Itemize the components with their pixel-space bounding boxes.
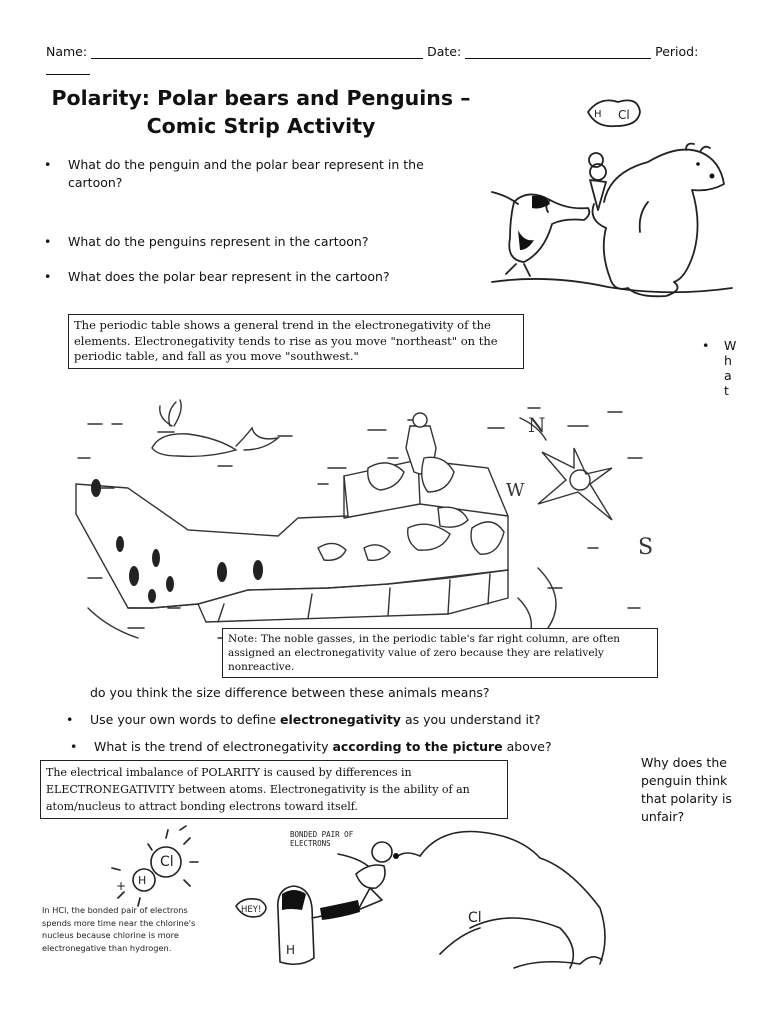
noble-gas-note: Note: The noble gasses, in the periodic table's far right column, are often assigned an electronegativity value of zero because they are relatively nonreactive. <box>222 628 658 678</box>
question-6: • What is the trend of electronegativity according to the picture above? <box>94 738 654 756</box>
question-4-continued: do you think the size difference between these animals means? <box>90 685 490 700</box>
comic-polarity-panel <box>40 758 620 974</box>
question-7: Why does the penguin think that polarity is unfair? <box>641 755 732 824</box>
comic-iceberg-panel <box>68 308 662 680</box>
hcl-h-label: H <box>138 874 147 887</box>
compass-north-label: N <box>528 413 546 437</box>
date-label: Date: <box>427 44 462 59</box>
name-label: Name: <box>46 44 88 59</box>
hcl-cl-label: Cl <box>160 854 174 870</box>
compass-south-label: S <box>638 535 654 560</box>
positive-charge-label: + <box>116 879 127 893</box>
comic-penguin-polar-bear-ice-cream <box>488 92 738 304</box>
polarity-caption: The electrical imbalance of POLARITY is caused by differences in ELECTRONEGATIVITY between atoms. Electronegativity is the ability of an atom/nucleus to attract bonding electrons toward itself. <box>40 760 508 819</box>
bear-cl-label: Cl <box>468 910 482 926</box>
bonded-pair-label: BONDED PAIR OF ELECTRONS <box>290 830 354 848</box>
question-1: • What do the penguin and the polar bear represent in the cartoon? <box>68 156 468 192</box>
hey-speech-bubble: HEY! <box>241 905 262 915</box>
student-info-line <box>46 44 698 59</box>
penguin-h-label: H <box>286 943 296 957</box>
periodic-trend-caption: The periodic table shows a general trend in the electronegativity of the elements. Electronegativity tends to rise as you move "northeast" on the periodic table, and fall as you move "southwest." <box>68 314 524 369</box>
period-blank[interactable] <box>46 60 90 75</box>
question-5: • Use your own words to define electronegativity as you understand it? <box>90 711 650 729</box>
compass-west-label: W <box>506 480 525 501</box>
molecule-h-label: H <box>594 109 602 120</box>
period-label: Period: <box>655 44 699 59</box>
molecule-cl-label: Cl <box>618 108 630 122</box>
question-3: • What does the polar bear represent in the cartoon? <box>68 268 468 286</box>
hcl-explanation-caption: In HCl, the bonded pair of electrons spends more time near the chlorine's nucleus because chlorine is more electronegative than hydrogen. <box>42 905 196 953</box>
name-blank[interactable] <box>91 46 423 59</box>
question-4-start: • W h a t <box>702 338 737 398</box>
page-title: Polarity: Polar bears and Penguins – Comic Strip Activity <box>51 86 471 138</box>
question-2: • What do the penguins represent in the cartoon? <box>68 233 468 251</box>
date-blank[interactable] <box>465 46 651 59</box>
